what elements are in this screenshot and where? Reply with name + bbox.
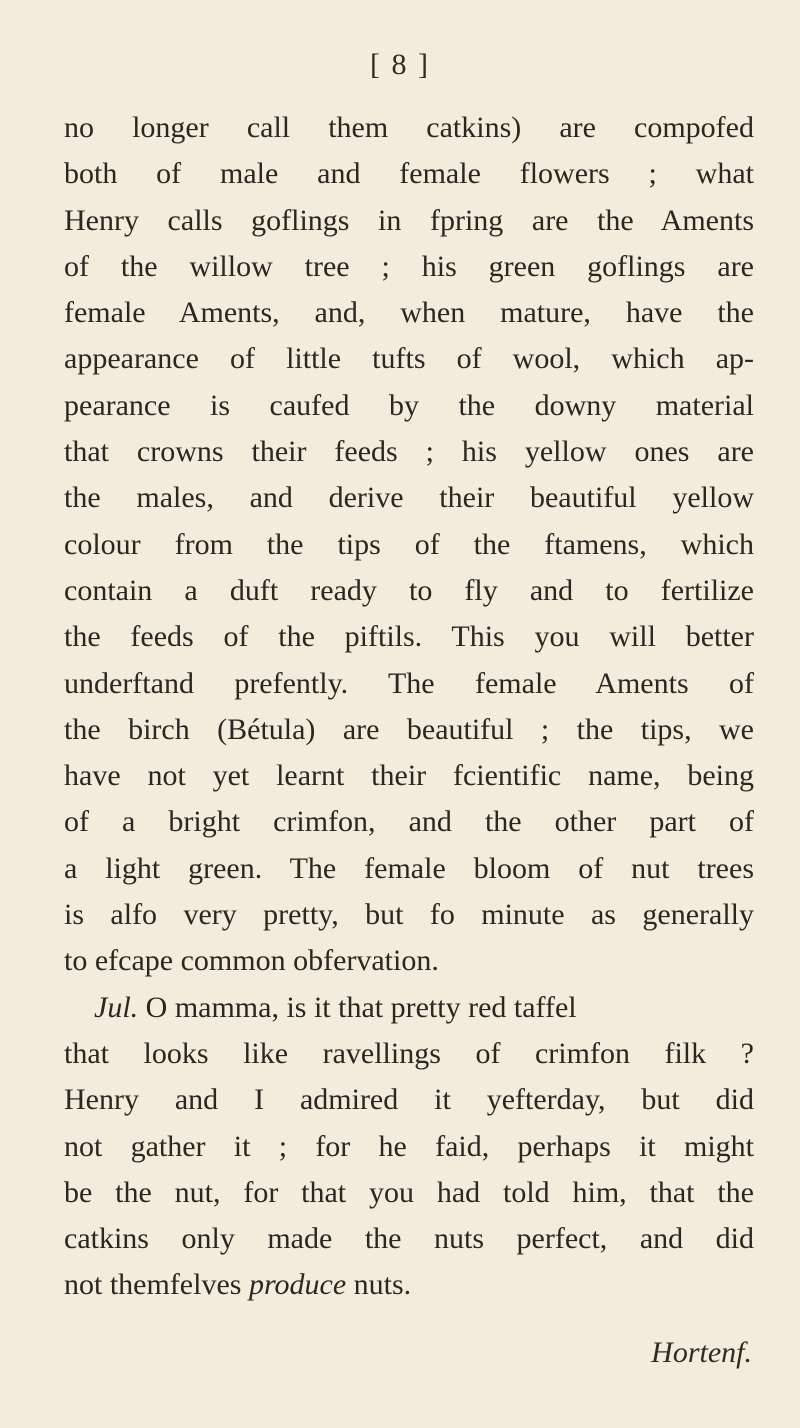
text-line: the birch (Bétula) are beautiful ; the tips, we — [64, 712, 754, 746]
paragraph-end-line: to efcape common obfervation. — [64, 944, 439, 978]
text-line: have not yet learnt their fcientific name, being — [64, 759, 754, 793]
text-line: the feeds of the piftils. This you will better — [64, 620, 754, 654]
text-line: is alfo very pretty, but fo minute as generally — [64, 898, 754, 932]
text-line: Henry calls goflings in fpring are the Aments — [64, 203, 754, 237]
text-line: of the willow tree ; his green goflings are — [64, 249, 754, 283]
speech-text: not themfelves — [64, 1268, 242, 1302]
text-line: catkins only made the nuts perfect, and did — [64, 1222, 754, 1256]
speech-text: nuts. — [353, 1268, 412, 1302]
catchword: Hortenf. — [651, 1336, 752, 1369]
text-line: that looks like ravellings of crimfon filk ? — [64, 1036, 754, 1070]
text-line: underftand prefently. The female Aments of — [64, 666, 754, 700]
emphasized-word: produce — [248, 1268, 347, 1302]
text-line: be the nut, for that you had told him, that the — [64, 1175, 754, 1209]
text-line: both of male and female flowers ; what — [64, 157, 754, 191]
page-number: [ 8 ] — [370, 48, 430, 81]
text-line: colour from the tips of the ftamens, which — [64, 527, 754, 561]
text-line: not gather it ; for he faid, perhaps it might — [64, 1129, 754, 1163]
speech-first-line — [64, 985, 754, 1031]
speech-text: O mamma, is it that pretty red taffel — [145, 990, 577, 1024]
text-line: no longer call them catkins) are compofed — [64, 111, 754, 144]
text-line: a light green. The female bloom of nut trees — [64, 851, 754, 885]
speech-last-line — [64, 1262, 754, 1308]
text-line: appearance of little tufts of wool, which ap- — [64, 342, 754, 376]
body-text — [64, 105, 754, 1309]
text-line: Henry and I admired it yefterday, but did — [64, 1083, 754, 1117]
text-line: the males, and derive their beautiful yellow — [64, 481, 754, 515]
text-line: of a bright crimfon, and the other part of — [64, 805, 754, 839]
text-line: pearance is caufed by the downy material — [64, 388, 754, 422]
speaker-name: Jul. — [94, 990, 139, 1024]
text-line: contain a duft ready to fly and to fertilize — [64, 573, 754, 607]
text-line: female Aments, and, when mature, have the — [64, 296, 754, 330]
text-line: that crowns their feeds ; his yellow ones are — [64, 435, 754, 469]
